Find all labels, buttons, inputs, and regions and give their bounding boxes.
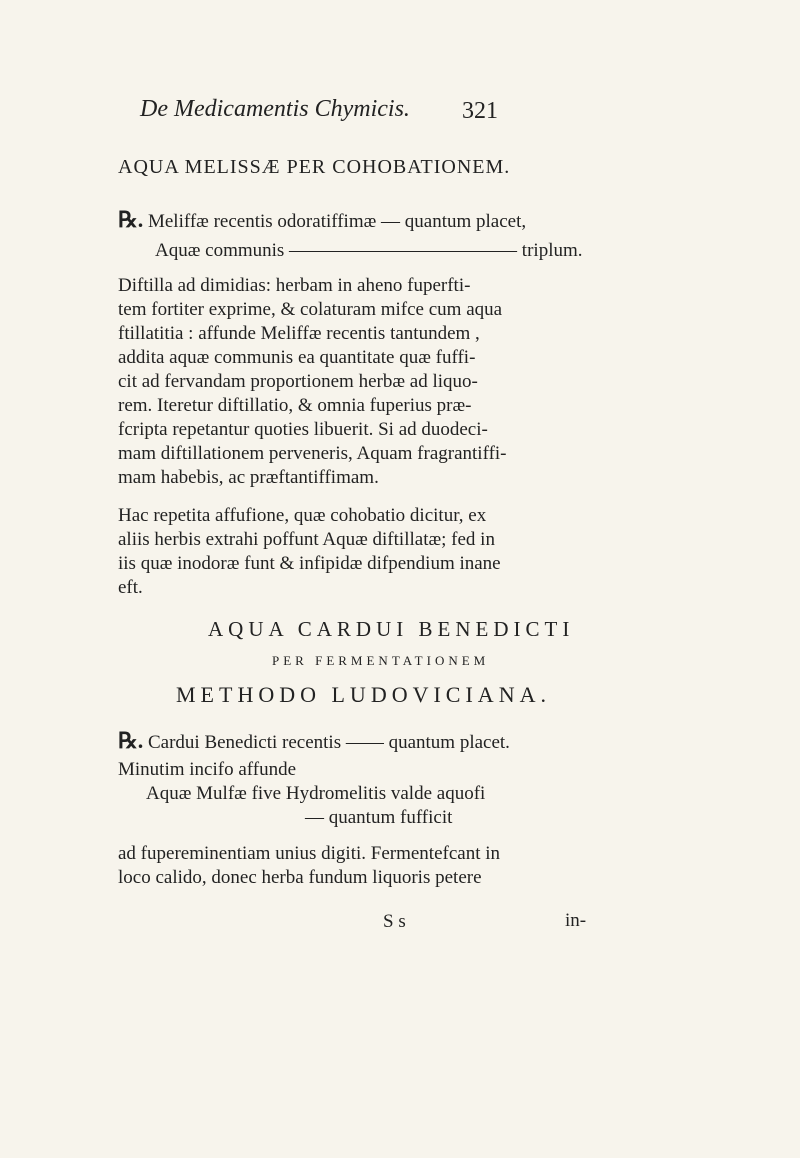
recipe-ingredient: Aquæ Mulfæ five Hydromelitis valde aquofi [146,783,486,804]
running-header [140,96,560,123]
recipe-symbol-icon: ℞. [118,728,144,753]
section-subheading: PER FERMENTATIONEM [272,653,490,668]
text-line: mam diftillationem perveneris, Aquam fragrantiffi- [118,443,507,464]
text-line: tem fortiter exprime, & colaturam mifce cum aqua [118,299,503,320]
recipe-ingredient: Cardui Benedicti recentis —— quantum placet. [147,732,510,753]
text-line: addita aquæ communis ea quantitate quæ fuffi- [118,347,476,368]
recipe-line [118,728,510,754]
recipe-ingredient: Aquæ communis ———————————— triplum. [155,240,583,261]
recipe-instruction: Minutim incifo affunde [118,759,297,780]
signature-mark: S s [383,911,406,932]
catchword: in- [565,910,587,931]
recipe-line [118,207,526,233]
text-line: fcripta repetantur quoties libuerit. Si ad duodeci- [118,419,488,440]
text-line: ftillatitia : affunde Meliffæ recentis tantundem , [118,323,480,344]
page-number: 321 [462,98,498,124]
recipe-ingredient: Meliffæ recentis odoratiffimæ — quantum placet, [147,211,527,232]
text-line: loco calido, donec herba fundum liquoris petere [118,867,482,888]
text-line: aliis herbis extrahi poffunt Aquæ diftillatæ; fed in [118,529,495,550]
text-line: Hac repetita affufione, quæ cohobatio dicitur, ex [118,505,487,526]
recipe-symbol-icon: ℞. [118,207,144,232]
text-line: Diftilla ad dimidias: herbam in aheno fuperfti- [118,275,471,296]
text-line: iis quæ inodoræ funt & infipidæ difpendium inane [118,553,501,574]
text-line: mam habebis, ac præftantiffimam. [118,467,379,488]
section-method: METHODO LUDOVICIANA. [176,682,551,707]
running-title: De Medicamentis Chymicis. [140,96,410,122]
section-heading-aqua-cardui: AQUA CARDUI BENEDICTI [208,617,575,641]
text-line: eft. [118,577,143,598]
section-heading-aqua-melissae: AQUA MELISSÆ PER COHOBATIONEM. [118,156,511,178]
text-line: cit ad fervandam proportionem herbæ ad liquo- [118,371,478,392]
text-line: ad fupereminentiam unius digiti. Fermentefcant in [118,843,501,864]
text-line: rem. Iteretur diftillatio, & omnia fuperius præ- [118,395,472,416]
recipe-quantity: — quantum fufficit [305,807,453,828]
